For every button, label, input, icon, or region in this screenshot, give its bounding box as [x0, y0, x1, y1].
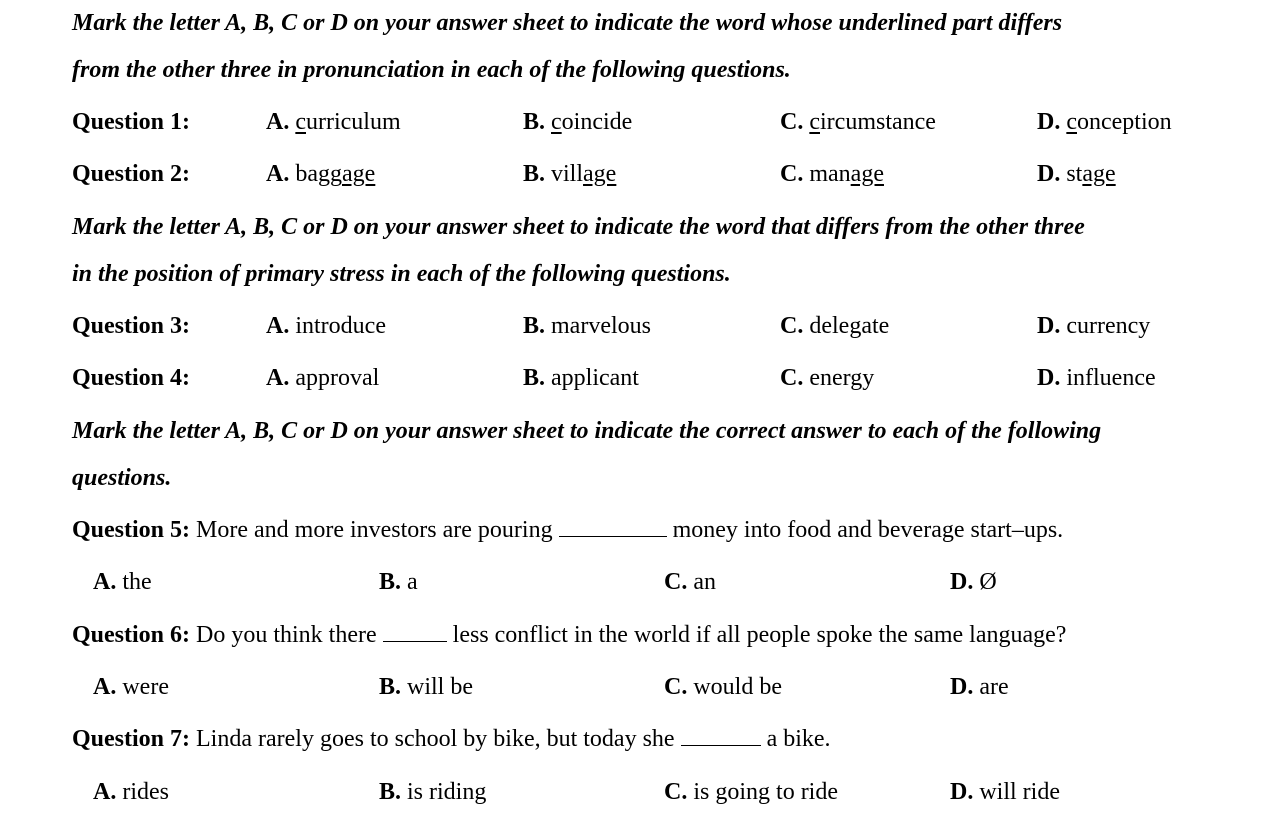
answer-blank[interactable] — [559, 516, 667, 537]
instruction-correct-line1: Mark the letter A, B, C or D on your answer sheet to indicate the correct answer to each of the following — [72, 418, 1102, 444]
option-text: currency — [1066, 313, 1151, 339]
question-6-option-d[interactable] — [950, 672, 1009, 702]
option-text: will be — [407, 674, 474, 700]
question-4-option-d[interactable] — [1037, 363, 1156, 393]
question-3-option-a[interactable] — [266, 311, 386, 341]
question-3-option-d[interactable] — [1037, 311, 1150, 341]
option-text: energy — [809, 365, 875, 391]
question-7-label: Question 7: — [72, 726, 191, 752]
question-2-label: Question 2: — [72, 161, 191, 187]
question-5-option-b[interactable] — [379, 567, 418, 597]
question-4-label: Question 4: — [72, 365, 191, 391]
option-underlined-part: age — [342, 161, 376, 187]
stem-before-blank: Do you think there — [196, 622, 377, 648]
question-5-stem — [72, 515, 1063, 545]
option-text-post: ircumstance — [820, 109, 936, 135]
option-letter: D. — [1037, 313, 1061, 339]
option-text-post: urriculum — [306, 109, 401, 135]
question-3-label: Question 3: — [72, 313, 191, 339]
question-6-stem — [72, 620, 1066, 650]
instruction-stress-line1: Mark the letter A, B, C or D on your answer sheet to indicate the word that differs from the other three — [72, 214, 1085, 240]
option-letter: D. — [950, 674, 974, 700]
option-text: Ø — [979, 569, 997, 595]
option-text: is going to ride — [693, 779, 838, 805]
option-letter: B. — [379, 569, 402, 595]
option-text-pre: bagg — [295, 161, 342, 187]
option-letter: B. — [379, 674, 402, 700]
option-text: a — [407, 569, 418, 595]
option-letter: B. — [523, 313, 546, 339]
question-1-option-a[interactable] — [266, 107, 401, 137]
question-7-option-a[interactable] — [93, 777, 169, 807]
option-letter: B. — [379, 779, 402, 805]
question-2-option-a[interactable] — [266, 159, 375, 189]
question-3-option-c[interactable] — [780, 311, 889, 341]
option-letter: D. — [1037, 161, 1061, 187]
question-2-option-c[interactable] — [780, 159, 884, 189]
answer-blank[interactable] — [681, 725, 761, 746]
instruction-pronunciation-line2: from the other three in pronunciation in each of the following questions. — [72, 57, 791, 83]
question-7-option-d[interactable] — [950, 777, 1060, 807]
option-letter: A. — [93, 779, 117, 805]
option-text-pre: man — [809, 161, 851, 187]
question-7-option-b[interactable] — [379, 777, 486, 807]
option-letter: C. — [664, 569, 688, 595]
option-text: delegate — [809, 313, 890, 339]
option-text: rides — [122, 779, 169, 805]
option-text: marvelous — [551, 313, 651, 339]
question-5-option-a[interactable] — [93, 567, 152, 597]
stem-after-blank: money into food and beverage start–ups. — [672, 517, 1064, 543]
instruction-correct-line2: questions. — [72, 465, 172, 491]
option-letter: D. — [950, 569, 974, 595]
option-letter: B. — [523, 365, 546, 391]
question-6-option-c[interactable] — [664, 672, 782, 702]
option-text: would be — [693, 674, 782, 700]
option-letter: A. — [266, 313, 290, 339]
option-underlined-part: c — [1066, 109, 1077, 135]
question-2-option-d[interactable] — [1037, 159, 1116, 189]
option-text: the — [122, 569, 152, 595]
option-letter: C. — [664, 674, 688, 700]
question-5-label: Question 5: — [72, 517, 191, 543]
question-1-option-d[interactable] — [1037, 107, 1172, 137]
option-text: is riding — [407, 779, 487, 805]
option-letter: A. — [93, 674, 117, 700]
option-underlined-part: age — [1082, 161, 1116, 187]
question-2-option-b[interactable] — [523, 159, 616, 189]
question-7-stem — [72, 724, 831, 754]
option-text-post: onception — [1077, 109, 1172, 135]
option-underlined-part: c — [809, 109, 820, 135]
option-text: applicant — [551, 365, 639, 391]
stem-after-blank: less conflict in the world if all people spoke the same language? — [452, 622, 1067, 648]
option-letter: D. — [1037, 109, 1061, 135]
option-underlined-part: age — [583, 161, 617, 187]
option-text: were — [122, 674, 169, 700]
stem-before-blank: More and more investors are pouring — [196, 517, 553, 543]
option-text: approval — [295, 365, 380, 391]
option-letter: A. — [266, 109, 290, 135]
stem-before-blank: Linda rarely goes to school by bike, but today she — [196, 726, 675, 752]
question-5-option-d[interactable] — [950, 567, 997, 597]
option-underlined-part: age — [850, 161, 884, 187]
option-text: are — [979, 674, 1009, 700]
option-text: introduce — [295, 313, 386, 339]
option-text-pre: vill — [551, 161, 584, 187]
option-letter: D. — [950, 779, 974, 805]
question-4-option-c[interactable] — [780, 363, 874, 393]
question-3-option-b[interactable] — [523, 311, 651, 341]
question-1-label: Question 1: — [72, 109, 191, 135]
option-text-post: oincide — [561, 109, 633, 135]
answer-blank[interactable] — [383, 621, 447, 642]
question-4-option-a[interactable] — [266, 363, 379, 393]
question-6-option-a[interactable] — [93, 672, 169, 702]
option-underlined-part: c — [551, 109, 562, 135]
option-letter: C. — [780, 313, 804, 339]
question-1-option-b[interactable] — [523, 107, 632, 137]
question-1-option-c[interactable] — [780, 107, 936, 137]
option-letter: A. — [266, 161, 290, 187]
instruction-pronunciation-line1: Mark the letter A, B, C or D on your answer sheet to indicate the word whose underlined part differs — [72, 10, 1063, 36]
option-letter: B. — [523, 109, 546, 135]
option-text: will ride — [979, 779, 1060, 805]
option-text: an — [693, 569, 716, 595]
question-7-option-c[interactable] — [664, 777, 838, 807]
question-4-option-b[interactable] — [523, 363, 639, 393]
option-text: influence — [1066, 365, 1156, 391]
option-letter: A. — [93, 569, 117, 595]
instruction-stress-line2: in the position of primary stress in each of the following questions. — [72, 261, 731, 287]
question-6-option-b[interactable] — [379, 672, 473, 702]
option-letter: A. — [266, 365, 290, 391]
question-6-label: Question 6: — [72, 622, 191, 648]
option-underlined-part: c — [295, 109, 306, 135]
question-5-option-c[interactable] — [664, 567, 716, 597]
option-letter: C. — [780, 109, 804, 135]
stem-after-blank: a bike. — [766, 726, 831, 752]
option-letter: D. — [1037, 365, 1061, 391]
option-letter: C. — [780, 161, 804, 187]
option-text-pre: st — [1066, 161, 1083, 187]
option-letter: B. — [523, 161, 546, 187]
option-letter: C. — [664, 779, 688, 805]
option-letter: C. — [780, 365, 804, 391]
